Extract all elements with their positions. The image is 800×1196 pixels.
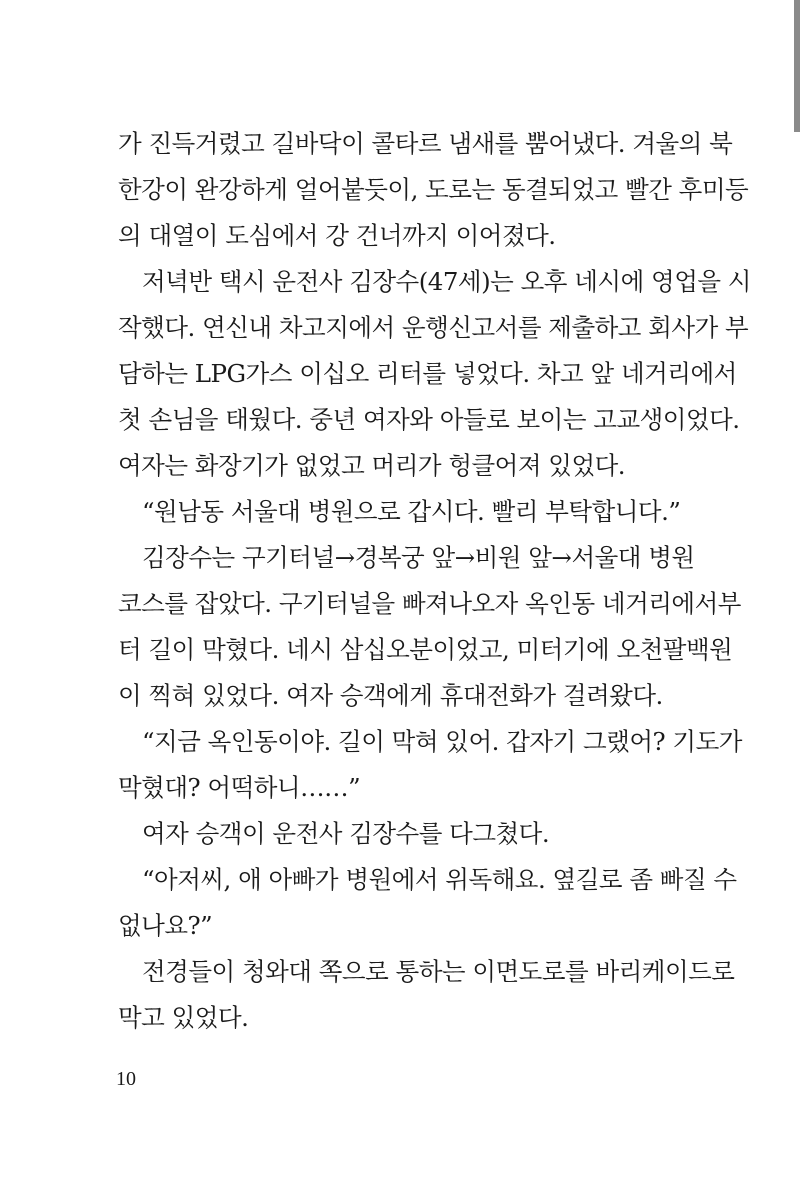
text-line: “아저씨, 애 아빠가 병원에서 위독해요. 옆길로 좀 빠질 수	[142, 865, 737, 894]
page-number: 10	[116, 1068, 136, 1090]
text-line: 의 대열이 도심에서 강 건너까지 이어졌다.	[118, 221, 556, 250]
text-line: 막혔대? 어떡하니……”	[118, 773, 361, 802]
text-line: 여자는 화장기가 없었고 머리가 헝클어져 있었다.	[118, 451, 626, 480]
text-line: 이 찍혀 있었다. 여자 승객에게 휴대전화가 걸려왔다.	[118, 681, 663, 710]
text-line: 가 진득거렸고 길바닥이 콜타르 냄새를 뿜어냈다. 겨울의 북	[118, 129, 733, 158]
text-line: 터 길이 막혔다. 네시 삼십오분이었고, 미터기에 오천팔백원	[118, 635, 733, 664]
text-line: “지금 옥인동이야. 길이 막혀 있어. 갑자기 그랬어? 기도가	[142, 727, 742, 756]
text-line: 막고 있었다.	[118, 1003, 249, 1032]
text-line: 없나요?”	[118, 911, 213, 940]
text-line: 첫 손님을 태웠다. 중년 여자와 아들로 보이는 고교생이었다.	[118, 405, 740, 434]
page-edge-mark	[794, 0, 800, 132]
text-line: 전경들이 청와대 쪽으로 통하는 이면도로를 바리케이드로	[142, 957, 735, 986]
text-line: “원남동 서울대 병원으로 갑시다. 빨리 부탁합니다.”	[142, 497, 681, 526]
text-line: 코스를 잡았다. 구기터널을 빠져나오자 옥인동 네거리에서부	[118, 589, 741, 618]
text-line: 작했다. 연신내 차고지에서 운행신고서를 제출하고 회사가 부	[118, 313, 749, 342]
text-line: 담하는 LPG가스 이십오 리터를 넣었다. 차고 앞 네거리에서	[118, 359, 737, 388]
text-line: 한강이 완강하게 얼어붙듯이, 도로는 동결되었고 빨간 후미등	[118, 175, 749, 204]
text-line: 김장수는 구기터널→경복궁 앞→비원 앞→서울대 병원	[142, 543, 695, 572]
text-line: 저녁반 택시 운전사 김장수(47세)는 오후 네시에 영업을 시	[142, 267, 751, 296]
page-body-text	[118, 121, 751, 1041]
text-line: 여자 승객이 운전사 김장수를 다그쳤다.	[142, 819, 550, 848]
